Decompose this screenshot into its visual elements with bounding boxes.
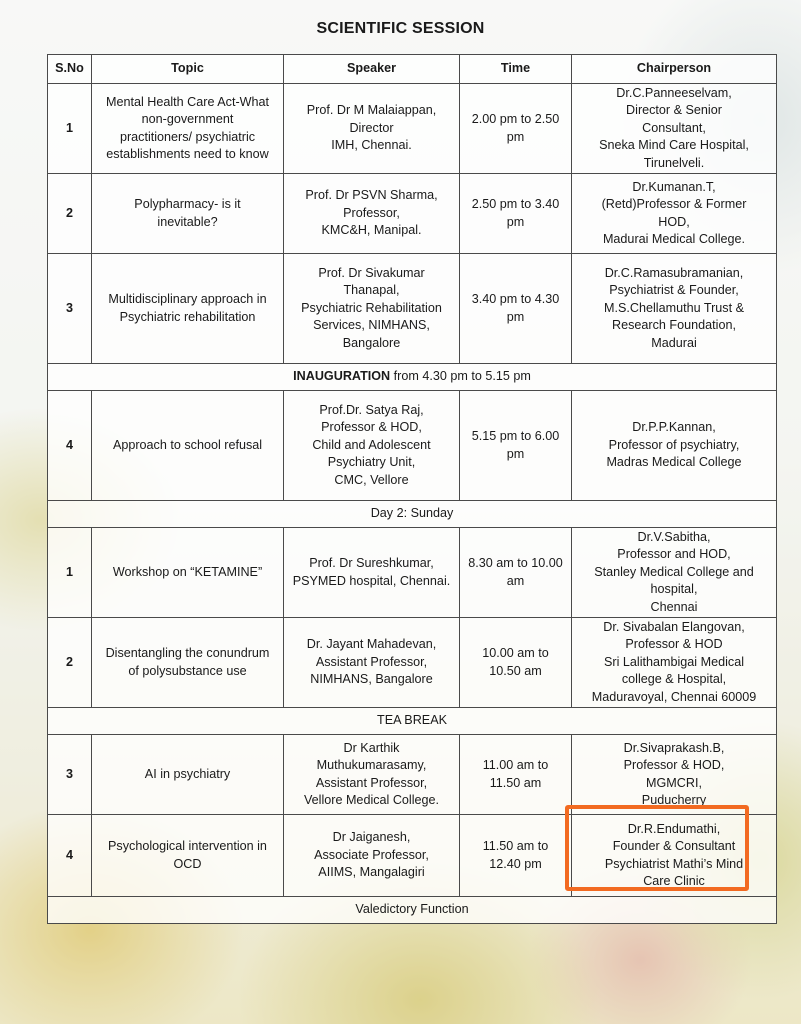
tea-break-row: [48, 708, 777, 735]
row-sno: 4: [48, 391, 92, 501]
row-sno: 3: [48, 735, 92, 815]
day2-row: [48, 501, 777, 528]
row-topic: Workshop on “KETAMINE”: [92, 528, 284, 618]
row-chairperson: Dr.P.P.Kannan, Professor of psychiatry, Madras Medical College: [572, 391, 777, 501]
row-topic: Multidisciplinary approach in Psychiatric rehabilitation: [92, 254, 284, 364]
highlight-box: [565, 805, 749, 891]
header-sno: S.No: [48, 55, 92, 84]
row-time: 8.30 am to 10.00 am: [460, 528, 572, 618]
row-time: 5.15 pm to 6.00 pm: [460, 391, 572, 501]
table-row: [48, 528, 777, 618]
header-chairperson: Chairperson: [572, 55, 777, 84]
table-row: [48, 391, 777, 501]
row-time: 2.00 pm to 2.50 pm: [460, 84, 572, 174]
table-row: [48, 618, 777, 708]
tea-break-label: TEA BREAK: [48, 708, 777, 735]
row-sno: 4: [48, 815, 92, 897]
table-row: [48, 84, 777, 174]
row-sno: 1: [48, 84, 92, 174]
header-topic: Topic: [92, 55, 284, 84]
valedictory-label: Valedictory Function: [48, 897, 777, 924]
row-sno: 1: [48, 528, 92, 618]
row-chairperson: Dr.Sivaprakash.B, Professor & HOD, MGMCRI, Puducherry: [572, 735, 777, 815]
row-speaker: Dr Karthik Muthukumarasamy, Assistant Professor, Vellore Medical College.: [284, 735, 460, 815]
row-sno: 3: [48, 254, 92, 364]
row-topic: AI in psychiatry: [92, 735, 284, 815]
row-speaker: Prof. Dr Sureshkumar, PSYMED hospital, Chennai.: [284, 528, 460, 618]
valedictory-row: [48, 897, 777, 924]
row-chairperson: Dr.R.Endumathi, Founder & Consultant Psychiatrist Mathi’s Mind Care Clinic: [572, 815, 777, 897]
row-time: 10.00 am to 10.50 am: [460, 618, 572, 708]
row-sno: 2: [48, 174, 92, 254]
row-sno: 2: [48, 618, 92, 708]
row-topic: Psychological intervention in OCD: [92, 815, 284, 897]
row-chairperson: Dr. Sivabalan Elangovan, Professor & HOD Sri Lalithambigai Medical college & Hospital, Maduravoyal, Chennai 60009: [572, 618, 777, 708]
row-topic: Mental Health Care Act-What non-government practitioners/ psychiatric establishments need to know: [92, 84, 284, 174]
row-chairperson: Dr.C.Panneeselvam, Director & Senior Consultant, Sneka Mind Care Hospital, Tirunelveli.: [572, 84, 777, 174]
row-speaker: Prof. Dr M Malaiappan, Director IMH, Chennai.: [284, 84, 460, 174]
page-title: SCIENTIFIC SESSION: [316, 20, 485, 37]
inauguration-row: [48, 364, 777, 391]
row-topic: Disentangling the conundrum of polysubstance use: [92, 618, 284, 708]
day2-heading: Day 2: Sunday: [48, 501, 777, 528]
row-chairperson: Dr.V.Sabitha, Professor and HOD, Stanley Medical College and hospital, Chennai: [572, 528, 777, 618]
header-speaker: Speaker: [284, 55, 460, 84]
table-row: [48, 735, 777, 815]
row-topic: Approach to school refusal: [92, 391, 284, 501]
table-row: [48, 254, 777, 364]
inauguration-band: [48, 364, 777, 391]
header-time: Time: [460, 55, 572, 84]
inauguration-label: INAUGURATION: [293, 369, 391, 384]
row-speaker: Dr Jaiganesh, Associate Professor, AIIMS, Mangalagiri: [284, 815, 460, 897]
row-speaker: Prof. Dr Sivakumar Thanapal, Psychiatric Rehabilitation Services, NIMHANS, Bangalore: [284, 254, 460, 364]
header-row: [48, 55, 777, 84]
row-topic: Polypharmacy- is it inevitable?: [92, 174, 284, 254]
schedule-table: [47, 54, 777, 924]
row-time: 11.50 am to 12.40 pm: [460, 815, 572, 897]
table-row: [48, 174, 777, 254]
row-speaker: Dr. Jayant Mahadevan, Assistant Professor, NIMHANS, Bangalore: [284, 618, 460, 708]
row-time: 11.00 am to 11.50 am: [460, 735, 572, 815]
row-time: 3.40 pm to 4.30 pm: [460, 254, 572, 364]
row-speaker: Prof. Dr PSVN Sharma, Professor, KMC&H, Manipal.: [284, 174, 460, 254]
row-chairperson: Dr.Kumanan.T, (Retd)Professor & Former HOD, Madurai Medical College.: [572, 174, 777, 254]
row-chairperson: Dr.C.Ramasubramanian, Psychiatrist & Founder, M.S.Chellamuthu Trust & Research Foundation, Madurai: [572, 254, 777, 364]
row-time: 2.50 pm to 3.40 pm: [460, 174, 572, 254]
row-speaker: Prof.Dr. Satya Raj, Professor & HOD, Child and Adolescent Psychiatry Unit, CMC, Vellore: [284, 391, 460, 501]
inauguration-time: from 4.30 pm to 5.15 pm: [390, 369, 531, 384]
